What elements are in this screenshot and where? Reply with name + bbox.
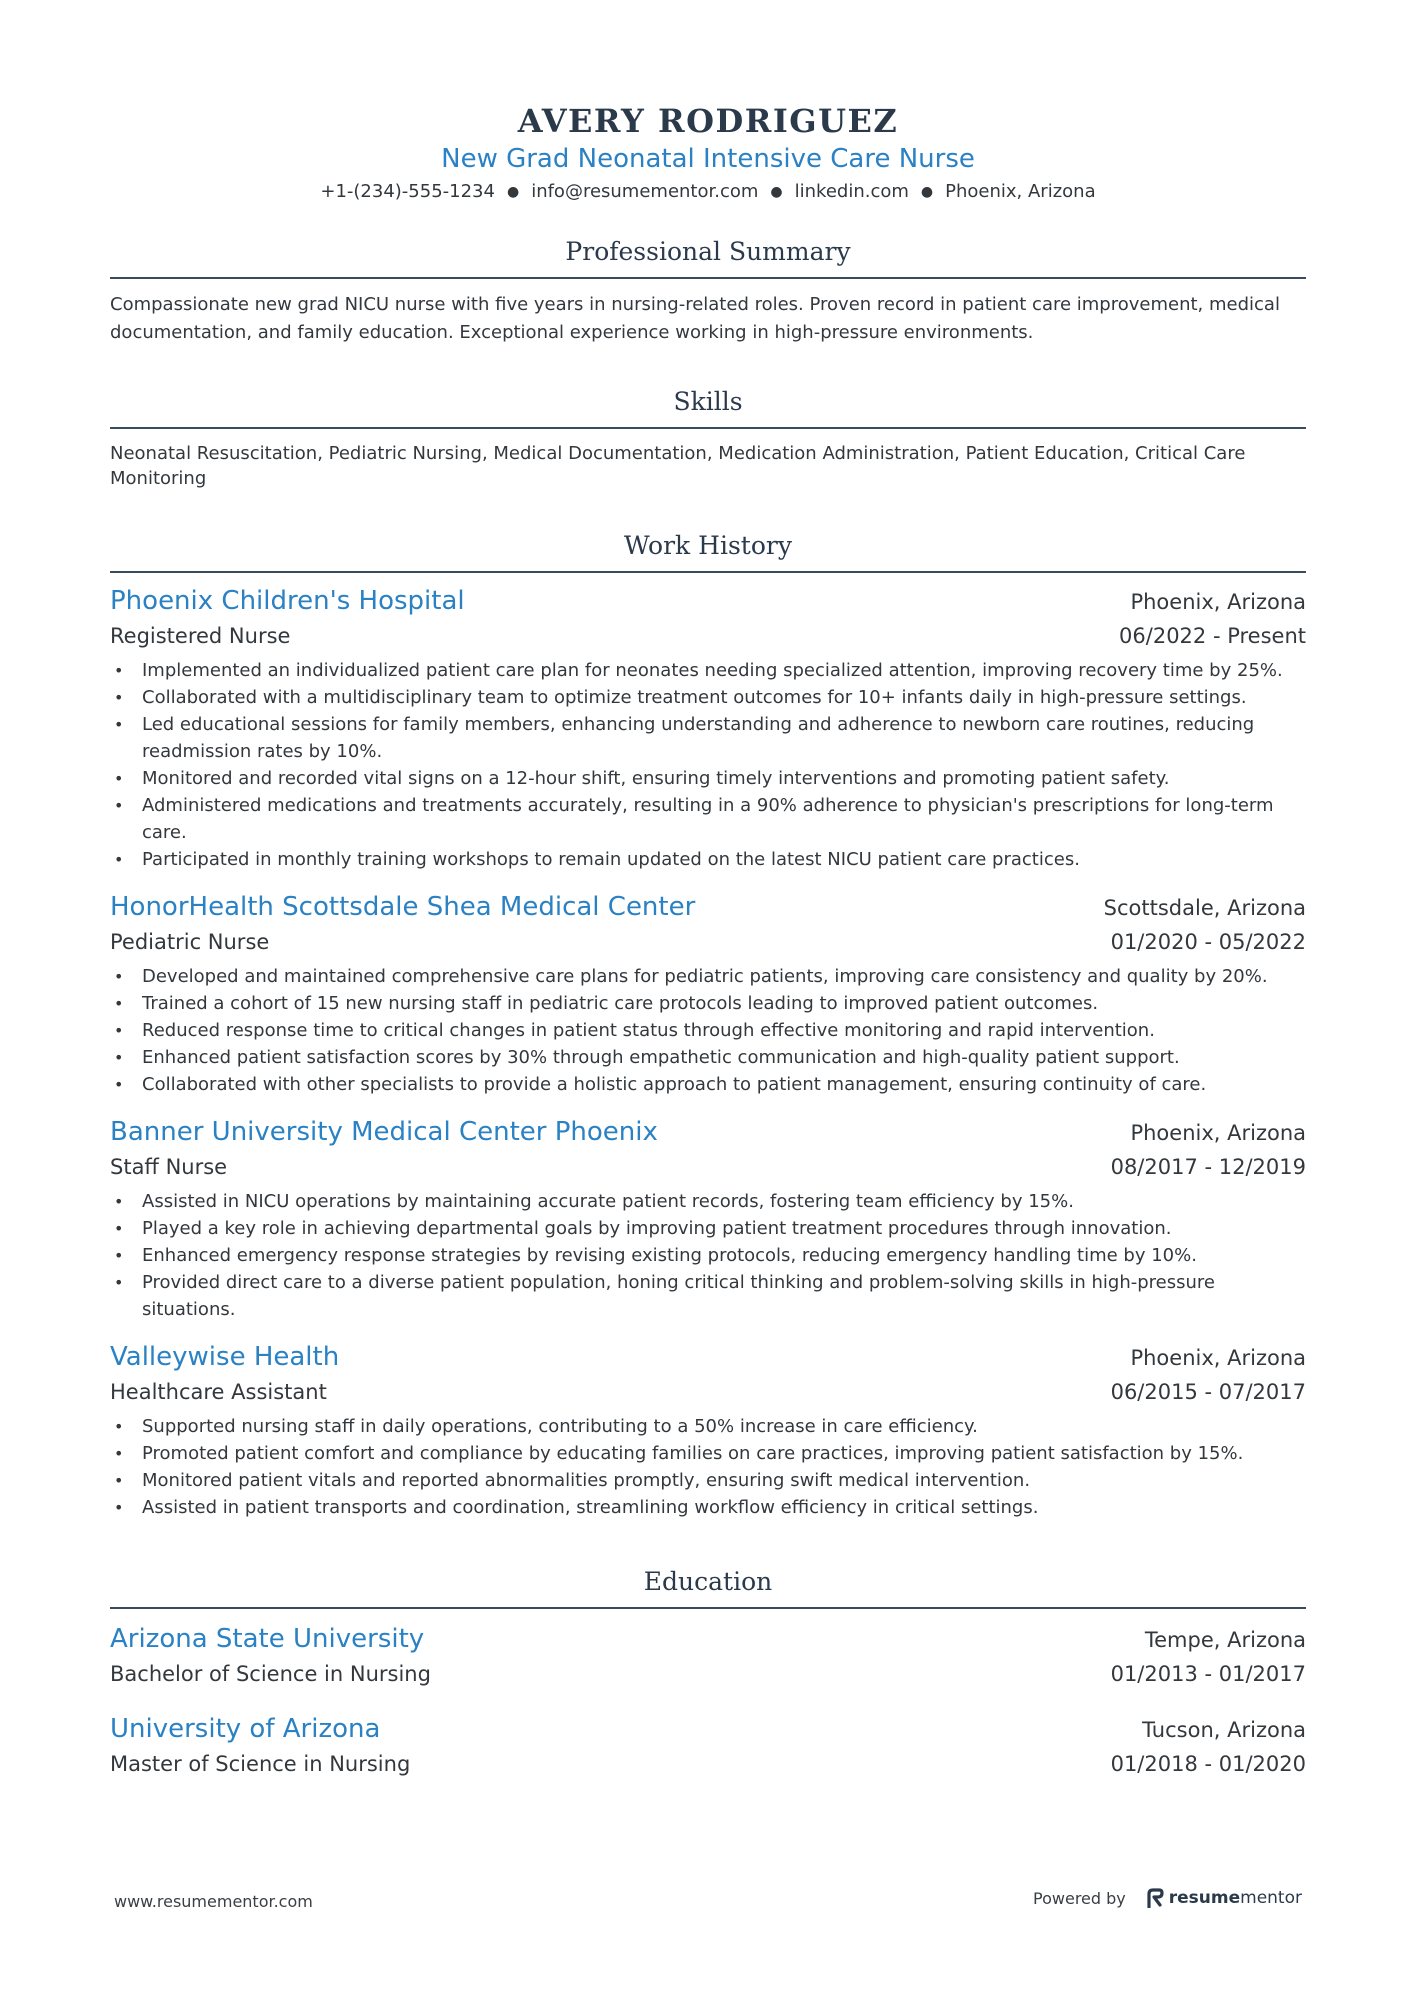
job-role: Registered Nurse [110, 624, 291, 648]
job-role-row [110, 926, 1306, 959]
job-bullet: • Monitored and recorded vital signs on a 12-hour shift, ensuring timely interventions and promoting patient safety. [110, 765, 1306, 792]
brand-logo[interactable] [1146, 1888, 1302, 1908]
job-header-row [110, 1114, 1306, 1151]
bullet-separator: ● [920, 184, 934, 200]
job-bullet: • Promoted patient comfort and compliance by educating families on care practices, improving patient satisfaction by 15%. [110, 1440, 1306, 1467]
job-entry [110, 1114, 1306, 1323]
job-bullet: • Developed and maintained comprehensive care plans for pediatric patients, improving care consistency and quality by 20%. [110, 963, 1306, 990]
job-role: Pediatric Nurse [110, 930, 270, 954]
summary-text: Compassionate new grad NICU nurse with five years in nursing-related roles. Proven record in patient care improvement, medical documentation, and family education. Exceptional experience working in high-pressure environments. [110, 294, 1280, 343]
job-role: Healthcare Assistant [110, 1380, 327, 1404]
company-name[interactable]: Phoenix Children's Hospital [110, 586, 465, 616]
company-name[interactable]: Banner University Medical Center Phoenix [110, 1117, 658, 1147]
job-list [110, 583, 1306, 1521]
bullet-separator: ● [506, 184, 520, 200]
job-location: Phoenix, Arizona [1130, 590, 1306, 614]
job-bullet: • Played a key role in achieving departmental goals by improving patient treatment procedures through innovation. [110, 1215, 1306, 1242]
job-location: Scottsdale, Arizona [1103, 896, 1306, 920]
job-bullet: • Monitored patient vitals and reported abnormalities promptly, ensuring swift medical intervention. [110, 1467, 1306, 1494]
contact-line [110, 178, 1306, 207]
company-name[interactable]: HonorHealth Scottsdale Shea Medical Center [110, 892, 696, 922]
brand-wordmark-rest: mentor [1240, 1888, 1302, 1908]
section-heading-summary: Professional Summary [110, 235, 1306, 279]
job-location: Phoenix, Arizona [1130, 1121, 1306, 1145]
candidate-title: New Grad Neonatal Intensive Care Nurse [441, 144, 975, 174]
powered-by-label: Powered by [1033, 1888, 1126, 1908]
job-bullets [110, 1188, 1306, 1323]
job-bullets [110, 963, 1306, 1098]
job-bullet: • Reduced response time to critical changes in patient status through effective monitoring and rapid intervention. [110, 1017, 1306, 1044]
candidate-name: AVERY RODRIGUEZ [517, 102, 899, 140]
job-dates: 01/2020 - 05/2022 [1110, 930, 1306, 954]
job-header-row [110, 583, 1306, 620]
section-heading-work-history: Work History [110, 529, 1306, 573]
job-bullet: • Collaborated with a multidisciplinary team to optimize treatment outcomes for 10+ infants daily in high-pressure settings. [110, 684, 1306, 711]
school-header-row [110, 1711, 1306, 1748]
resume-header [110, 100, 1306, 207]
degree-row [110, 1658, 1306, 1691]
job-bullet: • Administered medications and treatments accurately, resulting in a 90% adherence to physician's prescriptions for long-term care. [110, 792, 1306, 846]
education-dates: 01/2018 - 01/2020 [1110, 1752, 1306, 1776]
job-bullet: • Collaborated with other specialists to provide a holistic approach to patient management, ensuring continuity of care. [110, 1071, 1306, 1098]
job-header-row [110, 889, 1306, 926]
resumementor-logo-icon [1146, 1888, 1164, 1908]
job-entry [110, 583, 1306, 873]
school-name[interactable]: Arizona State University [110, 1624, 425, 1654]
job-entry [110, 889, 1306, 1098]
job-role-row [110, 1151, 1306, 1184]
job-bullet: • Assisted in NICU operations by maintaining accurate patient records, fostering team efficiency by 15%. [110, 1188, 1306, 1215]
degree-name: Bachelor of Science in Nursing [110, 1662, 431, 1686]
skills-section [110, 385, 1306, 491]
brand-wordmark-bold: resume [1168, 1888, 1241, 1908]
summary-section [110, 235, 1306, 347]
skills-text: Neonatal Resuscitation, Pediatric Nursing, Medical Documentation, Medication Administration, Patient Education, Critical Care Monitoring [110, 443, 1246, 489]
footer-website[interactable]: www.resumementor.com [114, 1892, 313, 1911]
bullet-separator: ● [770, 184, 783, 200]
section-heading-education: Education [110, 1565, 1306, 1609]
education-entry [110, 1711, 1306, 1781]
education-section [110, 1565, 1306, 1781]
resume-content [110, 100, 1306, 1781]
degree-row [110, 1748, 1306, 1781]
job-bullet: • Implemented an individualized patient care plan for neonates needing specialized attention, improving recovery time by 25%. [110, 657, 1306, 684]
job-bullets [110, 657, 1306, 873]
job-bullet: • Enhanced emergency response strategies by revising existing protocols, reducing emergency handling time by 10%. [110, 1242, 1306, 1269]
job-bullet: • Led educational sessions for family members, enhancing understanding and adherence to newborn care routines, reducing readmission rates by 10%. [110, 711, 1306, 765]
job-bullet: • Assisted in patient transports and coordination, streamlining workflow efficiency in critical settings. [110, 1494, 1306, 1521]
contact-location: Phoenix, Arizona [945, 181, 1096, 202]
job-bullet: • Supported nursing staff in daily operations, contributing to a 50% increase in care efficiency. [110, 1413, 1306, 1440]
job-bullet: • Enhanced patient satisfaction scores by 30% through empathetic communication and high-quality patient support. [110, 1044, 1306, 1071]
school-header-row [110, 1621, 1306, 1658]
school-location: Tucson, Arizona [1142, 1718, 1306, 1742]
contact-linkedin[interactable]: linkedin.com [794, 181, 909, 202]
job-bullet: • Trained a cohort of 15 new nursing staff in pediatric care protocols leading to improved patient outcomes. [110, 990, 1306, 1017]
company-name[interactable]: Valleywise Health [110, 1342, 340, 1372]
job-location: Phoenix, Arizona [1130, 1346, 1306, 1370]
school-list [110, 1621, 1306, 1781]
job-role-row [110, 1376, 1306, 1409]
job-role-row [110, 620, 1306, 653]
education-dates: 01/2013 - 01/2017 [1110, 1662, 1306, 1686]
footer-branding [1033, 1888, 1302, 1908]
job-dates: 06/2015 - 07/2017 [1110, 1380, 1306, 1404]
job-bullet: • Provided direct care to a diverse patient population, honing critical thinking and problem-solving skills in high-pressure situations. [110, 1269, 1306, 1323]
job-dates: 06/2022 - Present [1119, 624, 1306, 648]
school-name[interactable]: University of Arizona [110, 1714, 381, 1744]
education-entry [110, 1621, 1306, 1691]
section-heading-skills: Skills [110, 385, 1306, 429]
job-role: Staff Nurse [110, 1155, 228, 1179]
job-bullets [110, 1413, 1306, 1521]
degree-name: Master of Science in Nursing [110, 1752, 411, 1776]
contact-phone: +1-(234)-555-1234 [320, 181, 495, 202]
school-location: Tempe, Arizona [1144, 1628, 1306, 1652]
job-bullet: • Participated in monthly training workshops to remain updated on the latest NICU patient care practices. [110, 846, 1306, 873]
work-history-section [110, 529, 1306, 1521]
brand-wordmark [1169, 1888, 1302, 1908]
job-dates: 08/2017 - 12/2019 [1110, 1155, 1306, 1179]
contact-email[interactable]: info@resumementor.com [531, 181, 759, 202]
job-entry [110, 1339, 1306, 1521]
job-header-row [110, 1339, 1306, 1376]
